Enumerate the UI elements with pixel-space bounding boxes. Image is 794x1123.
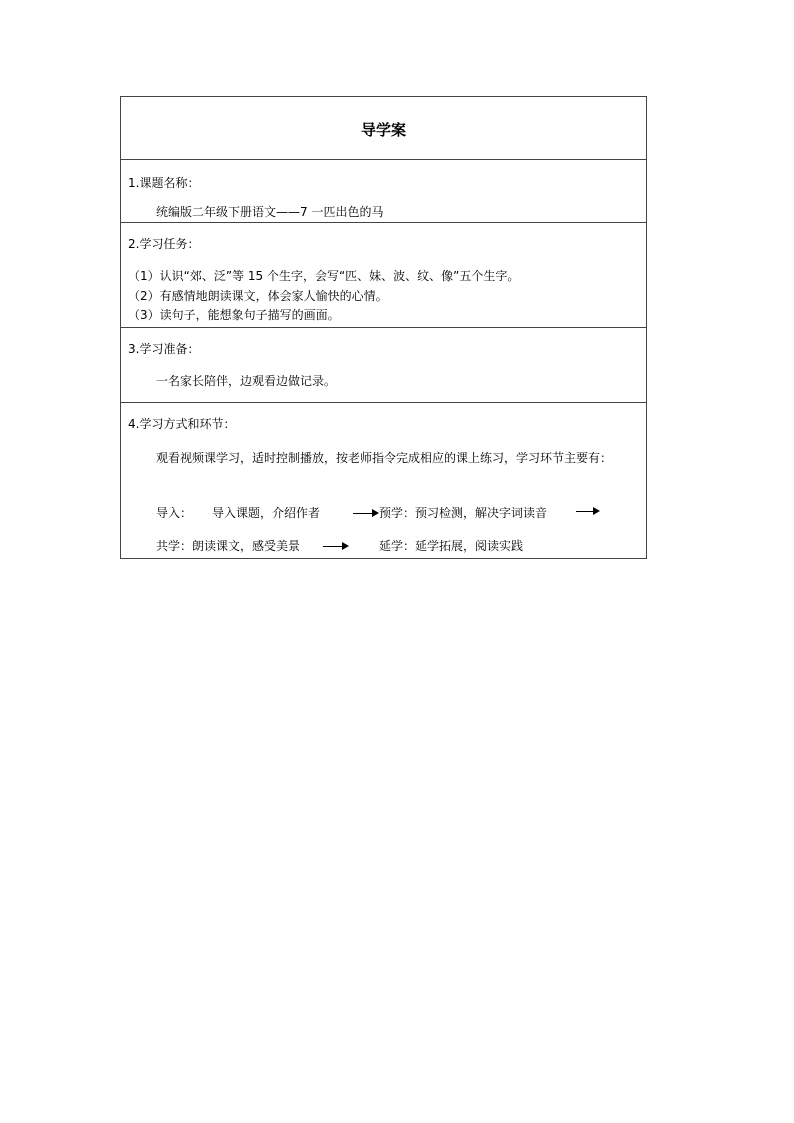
flow-arrow-icon xyxy=(576,511,598,512)
page-title: 导学案 xyxy=(360,121,406,139)
preparation-heading: 3.学习准备： xyxy=(128,342,200,356)
flow-step-extension: 延学：延学拓展，阅读实践 xyxy=(379,539,524,553)
title-row xyxy=(121,97,646,160)
study-guide-table xyxy=(120,96,647,559)
flow-step-prestudy: 预学：预习检测，解决字词读音 xyxy=(379,506,548,520)
preparation-section xyxy=(121,328,646,403)
task-item: （3）读句子，能想象句子描写的画面。 xyxy=(128,308,340,322)
tasks-section xyxy=(121,223,646,328)
method-section xyxy=(121,403,646,558)
flow-arrow-icon xyxy=(323,546,347,547)
topic-content: 统编版二年级下册语文——7 一匹出色的马 xyxy=(156,205,384,219)
flow-step-costudy: 共学：朗读课文，感受美景 xyxy=(156,539,301,553)
flow-arrow-icon xyxy=(353,513,377,514)
task-item: （1）认识“郊、泛”等 15 个生字，会写“匹、妹、波、纹、像”五个生字。 xyxy=(128,269,520,283)
preparation-content: 一名家长陪伴，边观看边做记录。 xyxy=(156,374,337,388)
topic-section xyxy=(121,160,646,223)
method-intro: 观看视频课学习，适时控制播放，按老师指令完成相应的课上练习，学习环节主要有： xyxy=(156,451,613,465)
flow-step-intro-label: 导入： xyxy=(156,506,193,520)
tasks-heading: 2.学习任务： xyxy=(128,237,200,251)
method-heading: 4.学习方式和环节： xyxy=(128,417,236,431)
task-item: （2）有感情地朗读课文，体会家人愉快的心情。 xyxy=(128,289,388,303)
flow-step-intro-text: 导入课题，介绍作者 xyxy=(212,506,321,520)
topic-heading: 1.课题名称： xyxy=(128,176,200,190)
